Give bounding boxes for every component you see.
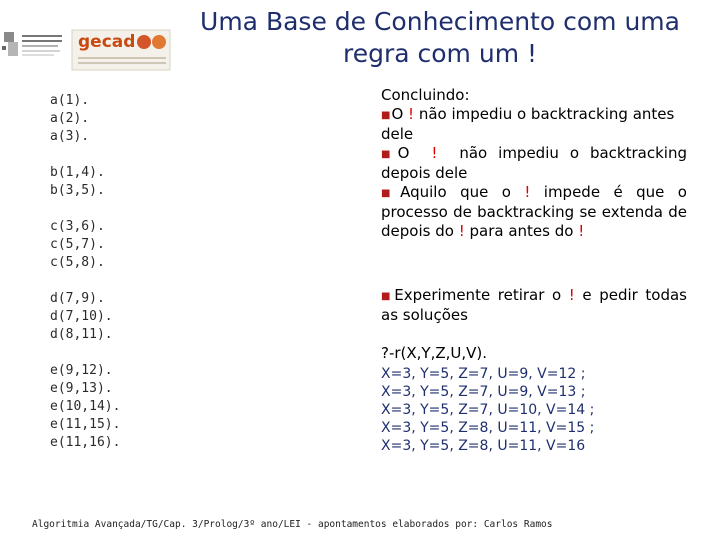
fact-spacer <box>50 272 120 290</box>
answer-line: X=3, Y=5, Z=7, U=9, V=13 ; <box>381 384 586 400</box>
fact-line: b(1,4). <box>50 165 105 180</box>
fact-line: b(3,5). <box>50 183 105 198</box>
fact-line: d(7,9). <box>50 291 105 306</box>
bullet-icon: ■ <box>381 149 397 160</box>
title-line-1: Uma Base de Conhecimento com uma <box>200 7 680 36</box>
fact-line: a(3). <box>50 129 90 144</box>
bullet-icon: ■ <box>381 188 400 199</box>
title-line-2: regra com um ! <box>342 39 538 68</box>
fact-line: c(3,6). <box>50 219 105 234</box>
answer-line: X=3, Y=5, Z=7, U=9, V=12 ; <box>381 366 586 382</box>
answer-line: X=3, Y=5, Z=8, U=11, V=16 <box>381 438 586 454</box>
fact-line: d(7,10). <box>50 309 113 324</box>
gecad-logo-text: gecad <box>78 32 136 52</box>
fact-line: a(2). <box>50 111 90 126</box>
facts-list <box>50 92 120 452</box>
conclusion-bullet-1: ■O ! não impediu o backtracking antes dele <box>381 105 675 143</box>
answers-list <box>381 365 687 455</box>
fact-line: e(11,16). <box>50 435 121 450</box>
fact-line: a(1). <box>50 93 90 108</box>
fact-line: c(5,8). <box>50 255 105 270</box>
fact-spacer <box>50 200 120 218</box>
conclusion-heading: Concluindo: <box>381 86 470 104</box>
fact-line: e(9,13). <box>50 381 113 396</box>
isep-logo-text <box>24 28 49 29</box>
fact-line: e(11,15). <box>50 417 121 432</box>
conclusion-bullet-2: ■O ! não impediu o backtracking depois dele <box>381 144 687 182</box>
prolog-query: ?-r(X,Y,Z,U,V). <box>381 344 488 362</box>
bullet-icon: ■ <box>381 291 394 302</box>
slide-title <box>180 6 700 70</box>
fact-line: d(8,11). <box>50 327 113 342</box>
fact-spacer <box>50 146 120 164</box>
conclusion-bullet-4: ■Experimente retirar o ! e pedir todas as soluções <box>381 286 687 324</box>
answer-line: X=3, Y=5, Z=7, U=10, V=14 ; <box>381 402 595 418</box>
fact-line: e(9,12). <box>50 363 113 378</box>
conclusion-block <box>381 86 687 241</box>
bullet-icon: ■ <box>381 110 391 121</box>
logos <box>2 26 172 74</box>
fact-line: c(5,7). <box>50 237 105 252</box>
conclusion-bullet-3: ■Aquilo que o ! impede é que o processo de backtracking se extenda de depois do ! para antes do ! <box>381 183 687 240</box>
footer-text: Algoritmia Avançada/TG/Cap. 3/Prolog/3º ano/LEI - apontamentos elaborados por: Carlos Ramos <box>32 519 553 530</box>
answer-line: X=3, Y=5, Z=8, U=11, V=15 ; <box>381 420 595 436</box>
fact-spacer <box>50 344 120 362</box>
fact-line: e(10,14). <box>50 399 121 414</box>
